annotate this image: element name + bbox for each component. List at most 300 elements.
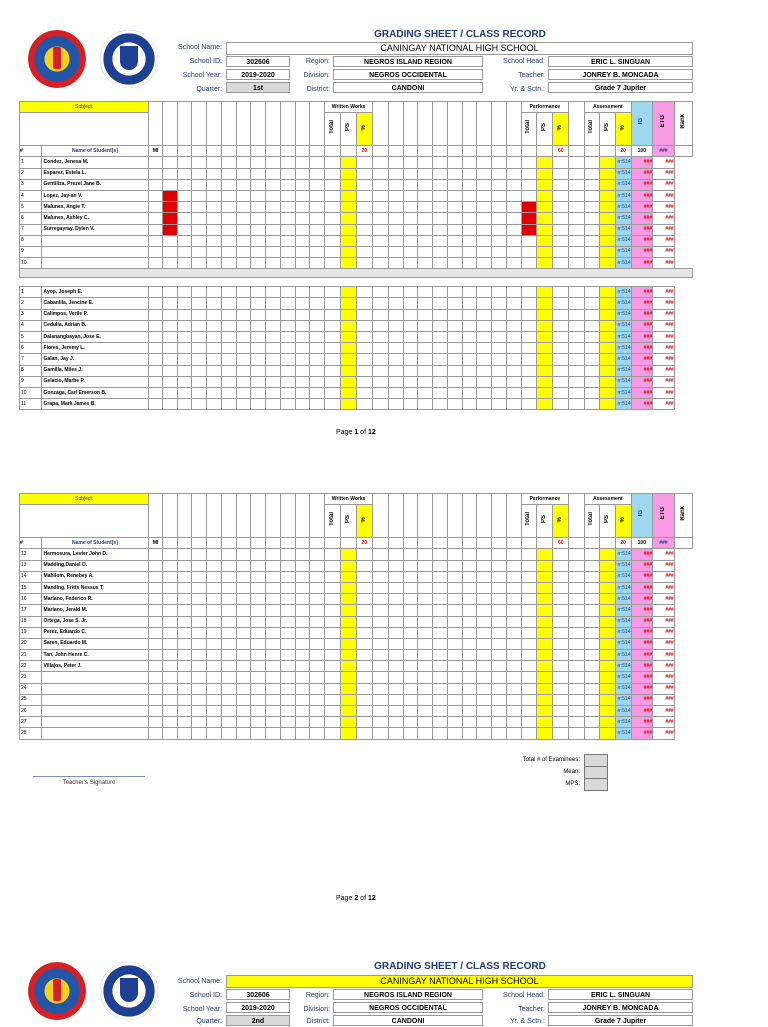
score-cell[interactable] xyxy=(403,594,418,605)
mi-cell[interactable] xyxy=(149,717,163,728)
score-cell[interactable] xyxy=(341,399,357,410)
score-cell[interactable] xyxy=(585,672,600,683)
score-cell[interactable] xyxy=(477,638,492,649)
score-cell[interactable] xyxy=(341,594,357,605)
score-cell[interactable] xyxy=(585,202,600,213)
mi-cell[interactable] xyxy=(149,582,163,593)
district-field[interactable]: CANDONI xyxy=(333,82,483,93)
score-cell[interactable] xyxy=(418,627,433,638)
score-cell[interactable] xyxy=(388,605,403,616)
score-cell[interactable] xyxy=(162,728,177,739)
score-cell[interactable] xyxy=(177,168,192,179)
score-cell[interactable] xyxy=(341,549,357,560)
score-cell[interactable] xyxy=(177,549,192,560)
score-cell[interactable] xyxy=(462,365,477,376)
score-cell[interactable] xyxy=(599,332,615,343)
score-cell[interactable] xyxy=(372,399,388,410)
score-cell[interactable] xyxy=(221,298,236,309)
score-cell[interactable] xyxy=(162,387,177,398)
score-cell[interactable] xyxy=(599,235,615,246)
score-cell[interactable] xyxy=(433,399,448,410)
score-cell[interactable] xyxy=(553,399,569,410)
score-cell[interactable] xyxy=(310,376,325,387)
score-cell[interactable] xyxy=(553,213,569,224)
score-cell[interactable] xyxy=(372,190,388,201)
score-cell[interactable] xyxy=(585,605,600,616)
ww-score-col[interactable] xyxy=(207,102,222,146)
score-cell[interactable] xyxy=(310,298,325,309)
score-cell[interactable] xyxy=(356,332,372,343)
score-cell[interactable] xyxy=(477,549,492,560)
student-name[interactable]: Mariano, Jerald M. xyxy=(41,605,149,616)
score-cell[interactable] xyxy=(356,571,372,582)
score-cell[interactable] xyxy=(403,661,418,672)
score-cell[interactable] xyxy=(462,213,477,224)
score-cell[interactable] xyxy=(388,354,403,365)
score-cell[interactable] xyxy=(236,683,251,694)
score-cell[interactable] xyxy=(266,694,281,705)
score-cell[interactable] xyxy=(192,354,207,365)
score-cell[interactable] xyxy=(251,376,266,387)
score-cell[interactable] xyxy=(599,320,615,331)
score-cell[interactable] xyxy=(162,190,177,201)
score-cell[interactable] xyxy=(433,309,448,320)
score-cell[interactable] xyxy=(447,246,462,257)
score-cell[interactable] xyxy=(236,616,251,627)
score-cell[interactable] xyxy=(553,627,569,638)
score-cell[interactable] xyxy=(310,224,325,235)
score-cell[interactable] xyxy=(341,309,357,320)
score-cell[interactable] xyxy=(433,582,448,593)
score-cell[interactable] xyxy=(403,320,418,331)
score-cell[interactable] xyxy=(506,309,521,320)
score-cell[interactable] xyxy=(356,694,372,705)
mi-cell[interactable] xyxy=(149,332,163,343)
score-cell[interactable] xyxy=(162,343,177,354)
score-cell[interactable] xyxy=(325,157,341,168)
score-cell[interactable] xyxy=(192,728,207,739)
score-cell[interactable] xyxy=(295,728,310,739)
score-cell[interactable] xyxy=(280,168,295,179)
score-cell[interactable] xyxy=(356,287,372,298)
score-cell[interactable] xyxy=(372,582,388,593)
score-cell[interactable] xyxy=(388,399,403,410)
score-cell[interactable] xyxy=(236,728,251,739)
region-field[interactable]: NEGROS ISLAND REGION xyxy=(333,56,483,67)
score-cell[interactable] xyxy=(585,694,600,705)
score-cell[interactable] xyxy=(403,298,418,309)
student-name[interactable] xyxy=(41,246,149,257)
score-cell[interactable] xyxy=(221,717,236,728)
score-cell[interactable] xyxy=(372,683,388,694)
score-cell[interactable] xyxy=(418,694,433,705)
score-cell[interactable] xyxy=(341,190,357,201)
score-cell[interactable] xyxy=(521,246,537,257)
score-cell[interactable] xyxy=(372,387,388,398)
score-cell[interactable] xyxy=(372,650,388,661)
score-cell[interactable] xyxy=(280,246,295,257)
score-cell[interactable] xyxy=(492,638,507,649)
score-cell[interactable] xyxy=(192,694,207,705)
score-cell[interactable] xyxy=(372,549,388,560)
mi-cell[interactable] xyxy=(149,213,163,224)
score-cell[interactable] xyxy=(162,399,177,410)
score-cell[interactable] xyxy=(177,298,192,309)
score-cell[interactable] xyxy=(177,728,192,739)
score-cell[interactable] xyxy=(418,376,433,387)
score-cell[interactable] xyxy=(295,717,310,728)
score-cell[interactable] xyxy=(569,235,585,246)
score-cell[interactable] xyxy=(356,309,372,320)
score-cell[interactable] xyxy=(280,157,295,168)
score-cell[interactable] xyxy=(162,571,177,582)
mi-cell[interactable] xyxy=(149,627,163,638)
score-cell[interactable] xyxy=(310,694,325,705)
score-cell[interactable] xyxy=(433,354,448,365)
score-cell[interactable] xyxy=(221,560,236,571)
score-cell[interactable] xyxy=(221,694,236,705)
score-cell[interactable] xyxy=(492,309,507,320)
score-cell[interactable] xyxy=(433,706,448,717)
score-cell[interactable] xyxy=(280,309,295,320)
score-cell[interactable] xyxy=(403,706,418,717)
score-cell[interactable] xyxy=(585,560,600,571)
score-cell[interactable] xyxy=(477,605,492,616)
score-cell[interactable] xyxy=(599,728,615,739)
score-cell[interactable] xyxy=(236,287,251,298)
score-cell[interactable] xyxy=(388,638,403,649)
score-cell[interactable] xyxy=(585,309,600,320)
score-cell[interactable] xyxy=(418,387,433,398)
score-cell[interactable] xyxy=(162,258,177,269)
score-cell[interactable] xyxy=(295,387,310,398)
score-cell[interactable] xyxy=(266,706,281,717)
score-cell[interactable] xyxy=(599,387,615,398)
score-cell[interactable] xyxy=(192,582,207,593)
score-cell[interactable] xyxy=(553,224,569,235)
score-cell[interactable] xyxy=(403,258,418,269)
score-cell[interactable] xyxy=(585,549,600,560)
score-cell[interactable] xyxy=(325,354,341,365)
ww-score-col[interactable] xyxy=(266,102,281,146)
score-cell[interactable] xyxy=(162,235,177,246)
score-cell[interactable] xyxy=(599,694,615,705)
score-cell[interactable] xyxy=(251,571,266,582)
score-cell[interactable] xyxy=(207,354,222,365)
score-cell[interactable] xyxy=(266,224,281,235)
score-cell[interactable] xyxy=(177,717,192,728)
pt-score-col[interactable] xyxy=(433,102,448,146)
score-cell[interactable] xyxy=(207,235,222,246)
score-cell[interactable] xyxy=(325,717,341,728)
score-cell[interactable] xyxy=(177,387,192,398)
score-cell[interactable] xyxy=(388,320,403,331)
score-cell[interactable] xyxy=(356,202,372,213)
score-cell[interactable] xyxy=(506,246,521,257)
score-cell[interactable] xyxy=(462,549,477,560)
score-cell[interactable] xyxy=(418,594,433,605)
score-cell[interactable] xyxy=(433,728,448,739)
score-cell[interactable] xyxy=(221,365,236,376)
score-cell[interactable] xyxy=(477,694,492,705)
score-cell[interactable] xyxy=(221,706,236,717)
student-name[interactable]: Tan, John Henre C. xyxy=(41,650,149,661)
score-cell[interactable] xyxy=(585,235,600,246)
score-cell[interactable] xyxy=(521,168,537,179)
score-cell[interactable] xyxy=(433,717,448,728)
score-cell[interactable] xyxy=(447,202,462,213)
score-cell[interactable] xyxy=(162,706,177,717)
score-cell[interactable] xyxy=(325,258,341,269)
score-cell[interactable] xyxy=(192,224,207,235)
score-cell[interactable] xyxy=(251,694,266,705)
score-cell[interactable] xyxy=(221,672,236,683)
score-cell[interactable] xyxy=(521,582,537,593)
score-cell[interactable] xyxy=(177,354,192,365)
score-cell[interactable] xyxy=(585,224,600,235)
score-cell[interactable] xyxy=(418,287,433,298)
score-cell[interactable] xyxy=(418,399,433,410)
ww-score-col[interactable] xyxy=(192,102,207,146)
score-cell[interactable] xyxy=(433,246,448,257)
score-cell[interactable] xyxy=(295,235,310,246)
score-cell[interactable] xyxy=(492,365,507,376)
score-cell[interactable] xyxy=(372,235,388,246)
score-cell[interactable] xyxy=(325,246,341,257)
pt-score-col[interactable] xyxy=(372,102,388,146)
score-cell[interactable] xyxy=(462,694,477,705)
score-cell[interactable] xyxy=(447,728,462,739)
score-cell[interactable] xyxy=(418,638,433,649)
score-cell[interactable] xyxy=(537,399,553,410)
mi-cell[interactable] xyxy=(149,287,163,298)
score-cell[interactable] xyxy=(221,287,236,298)
score-cell[interactable] xyxy=(553,190,569,201)
score-cell[interactable] xyxy=(388,616,403,627)
score-cell[interactable] xyxy=(388,190,403,201)
score-cell[interactable] xyxy=(356,683,372,694)
score-cell[interactable] xyxy=(447,638,462,649)
score-cell[interactable] xyxy=(585,258,600,269)
score-cell[interactable] xyxy=(599,638,615,649)
score-cell[interactable] xyxy=(388,157,403,168)
score-cell[interactable] xyxy=(251,202,266,213)
score-cell[interactable] xyxy=(388,650,403,661)
score-cell[interactable] xyxy=(221,213,236,224)
score-cell[interactable] xyxy=(221,202,236,213)
score-cell[interactable] xyxy=(192,706,207,717)
score-cell[interactable] xyxy=(325,627,341,638)
score-cell[interactable] xyxy=(477,343,492,354)
score-cell[interactable] xyxy=(207,157,222,168)
score-cell[interactable] xyxy=(492,650,507,661)
score-cell[interactable] xyxy=(418,235,433,246)
score-cell[interactable] xyxy=(492,672,507,683)
score-cell[interactable] xyxy=(521,672,537,683)
score-cell[interactable] xyxy=(553,717,569,728)
score-cell[interactable] xyxy=(266,661,281,672)
score-cell[interactable] xyxy=(236,387,251,398)
score-cell[interactable] xyxy=(506,376,521,387)
score-cell[interactable] xyxy=(569,594,585,605)
score-cell[interactable] xyxy=(537,309,553,320)
score-cell[interactable] xyxy=(251,157,266,168)
score-cell[interactable] xyxy=(280,235,295,246)
score-cell[interactable] xyxy=(569,717,585,728)
score-cell[interactable] xyxy=(280,376,295,387)
score-cell[interactable] xyxy=(192,376,207,387)
score-cell[interactable] xyxy=(280,399,295,410)
score-cell[interactable] xyxy=(266,320,281,331)
score-cell[interactable] xyxy=(310,399,325,410)
score-cell[interactable] xyxy=(506,638,521,649)
score-cell[interactable] xyxy=(251,332,266,343)
score-cell[interactable] xyxy=(325,706,341,717)
score-cell[interactable] xyxy=(221,157,236,168)
student-name[interactable]: Gelacio, Marbe P. xyxy=(41,376,149,387)
score-cell[interactable] xyxy=(162,672,177,683)
score-cell[interactable] xyxy=(521,202,537,213)
score-cell[interactable] xyxy=(310,287,325,298)
score-cell[interactable] xyxy=(372,638,388,649)
score-cell[interactable] xyxy=(221,627,236,638)
score-cell[interactable] xyxy=(221,582,236,593)
score-cell[interactable] xyxy=(341,224,357,235)
score-cell[interactable] xyxy=(537,202,553,213)
score-cell[interactable] xyxy=(492,616,507,627)
score-cell[interactable] xyxy=(372,728,388,739)
score-cell[interactable] xyxy=(599,717,615,728)
score-cell[interactable] xyxy=(280,694,295,705)
score-cell[interactable] xyxy=(537,190,553,201)
mi-cell[interactable] xyxy=(149,157,163,168)
score-cell[interactable] xyxy=(521,343,537,354)
score-cell[interactable] xyxy=(569,616,585,627)
score-cell[interactable] xyxy=(280,717,295,728)
ww-score-col[interactable] xyxy=(251,494,266,538)
score-cell[interactable] xyxy=(177,179,192,190)
score-cell[interactable] xyxy=(433,661,448,672)
score-cell[interactable] xyxy=(537,594,553,605)
score-cell[interactable] xyxy=(251,387,266,398)
score-cell[interactable] xyxy=(388,224,403,235)
score-cell[interactable] xyxy=(251,287,266,298)
mi-cell[interactable] xyxy=(149,365,163,376)
score-cell[interactable] xyxy=(521,387,537,398)
score-cell[interactable] xyxy=(341,168,357,179)
score-cell[interactable] xyxy=(388,571,403,582)
teacher-field-p3[interactable]: JONREY B. MONCADA xyxy=(548,1002,693,1013)
score-cell[interactable] xyxy=(251,190,266,201)
score-cell[interactable] xyxy=(325,332,341,343)
score-cell[interactable] xyxy=(251,672,266,683)
score-cell[interactable] xyxy=(433,549,448,560)
mi-cell[interactable] xyxy=(149,672,163,683)
score-cell[interactable] xyxy=(403,202,418,213)
score-cell[interactable] xyxy=(356,582,372,593)
score-cell[interactable] xyxy=(162,605,177,616)
score-cell[interactable] xyxy=(295,683,310,694)
score-cell[interactable] xyxy=(599,343,615,354)
score-cell[interactable] xyxy=(266,179,281,190)
ww-score-col[interactable] xyxy=(192,494,207,538)
score-cell[interactable] xyxy=(295,309,310,320)
score-cell[interactable] xyxy=(310,616,325,627)
score-cell[interactable] xyxy=(236,638,251,649)
score-cell[interactable] xyxy=(388,661,403,672)
score-cell[interactable] xyxy=(325,582,341,593)
score-cell[interactable] xyxy=(492,157,507,168)
score-cell[interactable] xyxy=(295,202,310,213)
score-cell[interactable] xyxy=(403,309,418,320)
score-cell[interactable] xyxy=(585,343,600,354)
score-cell[interactable] xyxy=(280,549,295,560)
student-name[interactable]: Grapa, Mark James B. xyxy=(41,399,149,410)
score-cell[interactable] xyxy=(462,728,477,739)
score-cell[interactable] xyxy=(553,661,569,672)
score-cell[interactable] xyxy=(266,202,281,213)
score-cell[interactable] xyxy=(388,235,403,246)
score-cell[interactable] xyxy=(266,560,281,571)
score-cell[interactable] xyxy=(477,365,492,376)
score-cell[interactable] xyxy=(585,627,600,638)
score-cell[interactable] xyxy=(177,650,192,661)
score-cell[interactable] xyxy=(403,376,418,387)
score-cell[interactable] xyxy=(537,661,553,672)
score-cell[interactable] xyxy=(477,717,492,728)
score-cell[interactable] xyxy=(599,258,615,269)
score-cell[interactable] xyxy=(266,246,281,257)
score-cell[interactable] xyxy=(403,157,418,168)
mi-cell[interactable] xyxy=(149,616,163,627)
score-cell[interactable] xyxy=(341,582,357,593)
score-cell[interactable] xyxy=(462,309,477,320)
mi-cell[interactable] xyxy=(149,683,163,694)
score-cell[interactable] xyxy=(553,287,569,298)
score-cell[interactable] xyxy=(221,246,236,257)
score-cell[interactable] xyxy=(447,258,462,269)
score-cell[interactable] xyxy=(251,298,266,309)
score-cell[interactable] xyxy=(221,343,236,354)
score-cell[interactable] xyxy=(295,594,310,605)
score-cell[interactable] xyxy=(569,694,585,705)
score-cell[interactable] xyxy=(569,571,585,582)
mi-cell[interactable] xyxy=(149,571,163,582)
score-cell[interactable] xyxy=(221,376,236,387)
score-cell[interactable] xyxy=(447,616,462,627)
score-cell[interactable] xyxy=(295,246,310,257)
score-cell[interactable] xyxy=(162,582,177,593)
score-cell[interactable] xyxy=(295,320,310,331)
student-name[interactable]: Calimpos, Verile P. xyxy=(41,309,149,320)
score-cell[interactable] xyxy=(162,298,177,309)
score-cell[interactable] xyxy=(492,661,507,672)
score-cell[interactable] xyxy=(280,638,295,649)
score-cell[interactable] xyxy=(492,694,507,705)
score-cell[interactable] xyxy=(295,399,310,410)
score-cell[interactable] xyxy=(521,287,537,298)
ww-score-col[interactable] xyxy=(207,494,222,538)
score-cell[interactable] xyxy=(372,258,388,269)
score-cell[interactable] xyxy=(553,694,569,705)
score-cell[interactable] xyxy=(295,168,310,179)
score-cell[interactable] xyxy=(251,627,266,638)
score-cell[interactable] xyxy=(521,638,537,649)
student-name[interactable] xyxy=(41,694,149,705)
score-cell[interactable] xyxy=(295,672,310,683)
score-cell[interactable] xyxy=(492,627,507,638)
score-cell[interactable] xyxy=(585,582,600,593)
